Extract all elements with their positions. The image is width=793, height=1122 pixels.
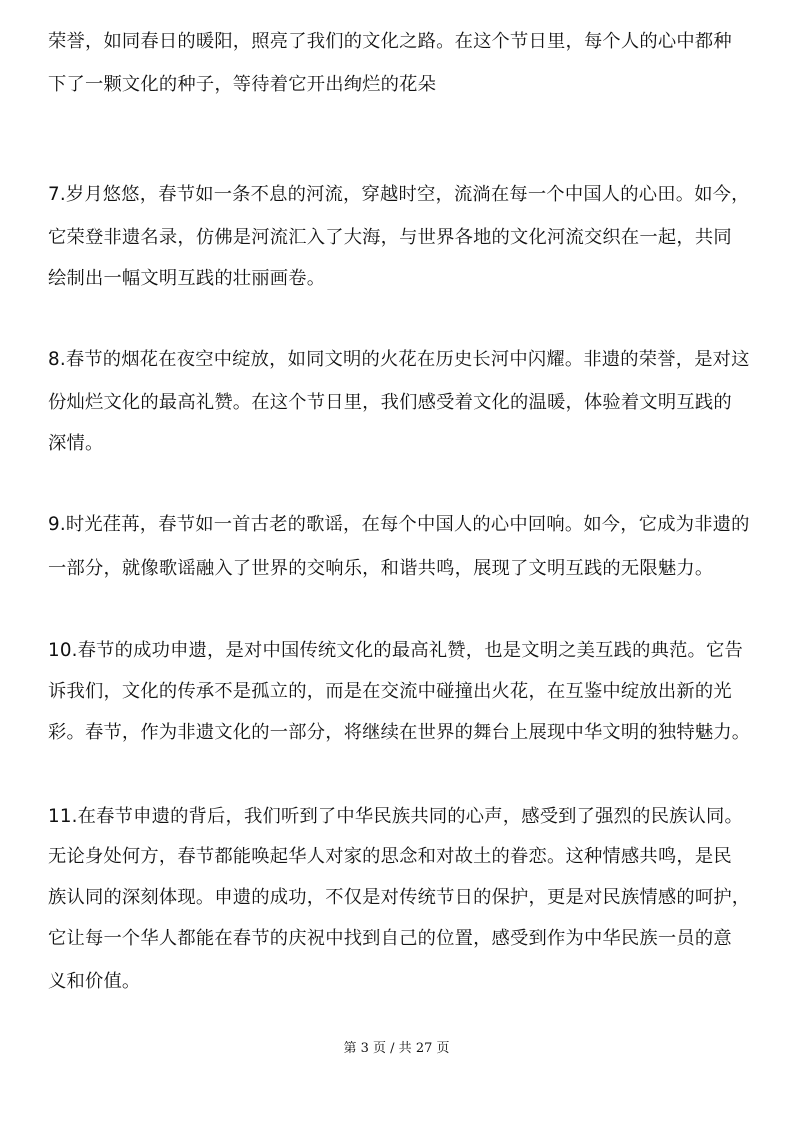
text-line: 它让每一个华人都能在春节的庆祝中找到自己的位置，感受到作为中华民族一员的意 [48, 928, 732, 949]
text-line: 荣誉，如同春日的暖阳，照亮了我们的文化之路。在这个节日里，每个人的心中都种 [48, 31, 732, 52]
text-line: 无论身处何方，春节都能唤起华人对家的思念和对故土的眷恋。这种情感共鸣，是民 [48, 846, 732, 867]
text-line: 11.在春节申遗的背后，我们听到了中华民族共同的心声，感受到了强烈的民族认同。 [48, 806, 743, 827]
text-line: 它荣登非遗名录，仿佛是河流汇入了大海，与世界各地的文化河流交织在一起，共同 [48, 227, 732, 248]
text-line: 绘制出一幅文明互践的壮丽画卷。 [48, 268, 326, 289]
text-line: 份灿烂文化的最高礼赞。在这个节日里，我们感受着文化的温暖，体验着文明互践的 [48, 392, 732, 413]
text-line: 一部分，就像歌谣融入了世界的交响乐，和谐共鸣，展现了文明互践的无限魅力。 [48, 558, 714, 579]
text-line: 下了一颗文化的种子，等待着它开出绚烂的花朵 [48, 74, 437, 95]
text-line: 义和价值。 [48, 971, 141, 992]
text-line: 深情。 [48, 433, 104, 454]
text-line: 族认同的深刻体现。申遗的成功，不仅是对传统节日的保护，更是对民族情感的呵护， [48, 887, 751, 908]
text-line: 诉我们，文化的传承不是孤立的，而是在交流中碰撞出火花，在互鉴中绽放出新的光 [48, 681, 732, 702]
text-line: 彩。春节，作为非遗文化的一部分，将继续在世界的舞台上展现中华文明的独特魅力。 [48, 722, 751, 743]
text-line: 8.春节的烟花在夜空中绽放，如同文明的火花在历史长河中闪耀。非遗的荣誉，是对这 [48, 349, 750, 370]
text-line: 7.岁月悠悠，春节如一条不息的河流，穿越时空，流淌在每一个中国人的心田。如今， [48, 184, 750, 205]
text-line: 10.春节的成功申遗，是对中国传统文化的最高礼赞，也是文明之美互践的典范。它告 [48, 640, 743, 661]
page-number-footer: 第 3 页 / 共 27 页 [343, 1041, 450, 1056]
text-line: 9.时光荏苒，春节如一首古老的歌谣，在每个中国人的心中回响。如今，它成为非遗的 [48, 514, 750, 535]
